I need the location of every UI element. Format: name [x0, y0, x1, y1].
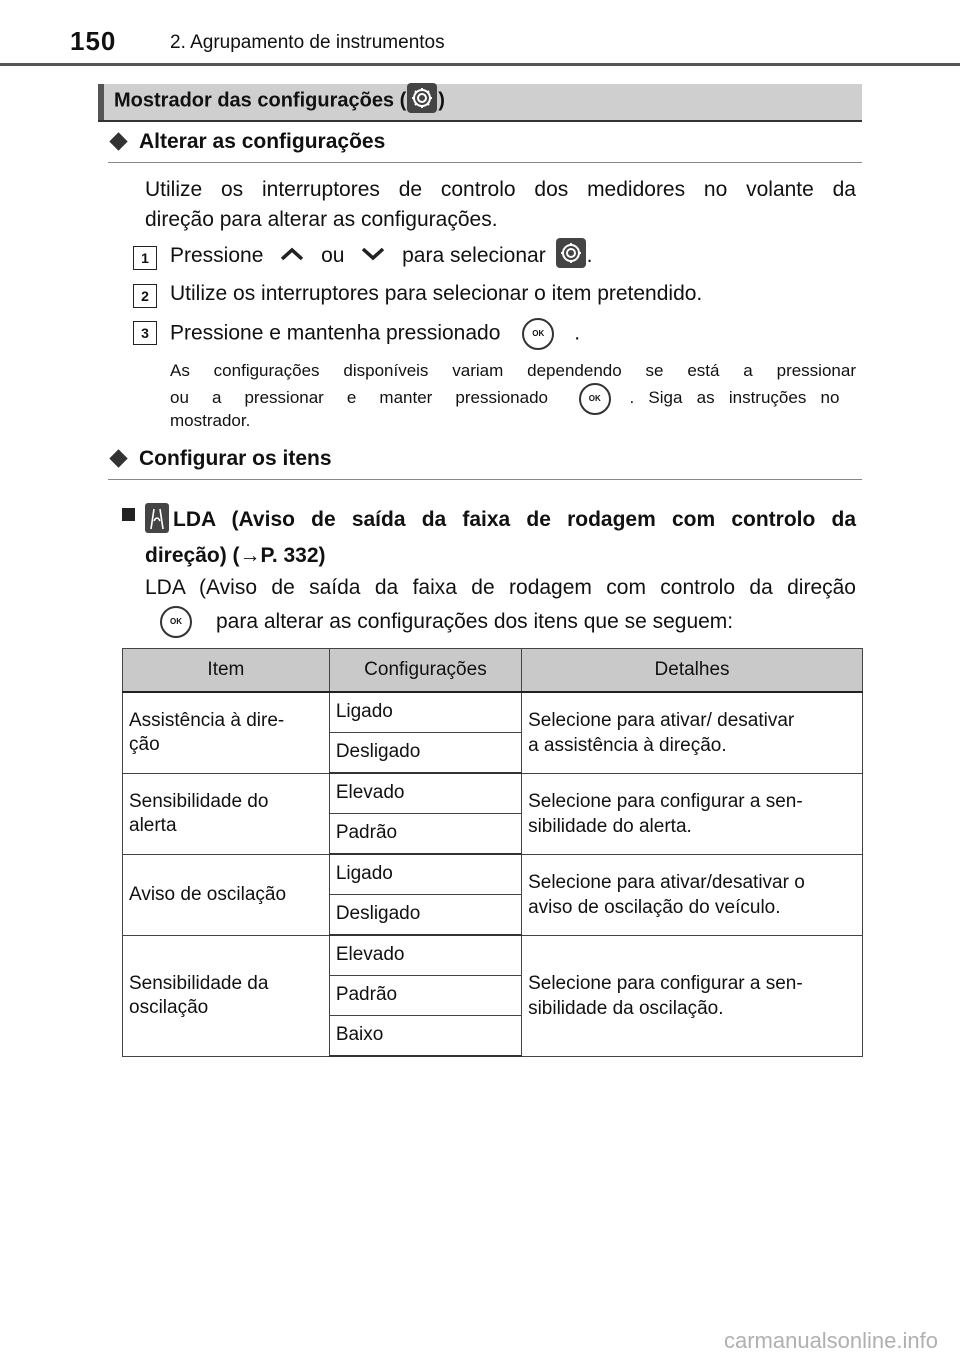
square-bullet-icon — [122, 508, 135, 521]
column-header: Configurações — [329, 649, 521, 693]
item-cell: Assistência à dire- ção — [123, 692, 330, 773]
chapter-title: 2. Agrupamento de instrumentos — [170, 32, 445, 53]
note-line-3: mostrador. — [170, 411, 251, 430]
chevron-down-icon — [360, 244, 386, 268]
option-cell: Desligado — [329, 895, 521, 936]
banner-accent — [98, 84, 104, 120]
details-cell: Selecione para ativar/ desativar a assistência à direção. — [522, 692, 863, 773]
option-cell: Baixo — [329, 1016, 521, 1057]
watermark: carmanualsonline.info — [723, 1328, 938, 1353]
lda-icon — [145, 503, 169, 533]
option-cell: Padrão — [329, 976, 521, 1016]
option-cell: Ligado — [329, 854, 521, 895]
settings-gear-icon — [556, 238, 586, 268]
chevron-up-icon — [279, 244, 305, 268]
section-divider — [108, 479, 862, 480]
item-cell: Aviso de oscilação — [123, 854, 330, 935]
table-row — [123, 773, 863, 814]
intro-line-2: direção para alterar as configurações. — [145, 208, 498, 231]
section-divider — [108, 162, 862, 163]
settings-table — [122, 648, 863, 1057]
lda-body-line-1: LDA (Aviso de saída da faixa de rodagem com controlo da direção — [145, 576, 856, 599]
table-row — [123, 935, 863, 976]
step-2-text: Utilize os interruptores para selecionar o item pretendido. — [170, 282, 703, 305]
table-header-row — [123, 649, 863, 693]
step-number: 1 — [133, 246, 157, 270]
section-heading-change-settings: Alterar as configurações — [108, 130, 385, 154]
header-divider — [0, 63, 960, 66]
details-cell: Selecione para configurar a sen- sibilidade da oscilação. — [522, 935, 863, 1056]
section-banner — [98, 84, 862, 122]
column-header: Detalhes — [522, 649, 863, 693]
details-cell: Selecione para configurar a sen- sibilidade do alerta. — [522, 773, 863, 854]
section-heading-configure-items: Configurar os itens — [108, 447, 332, 471]
step-number: 2 — [133, 284, 157, 308]
diamond-bullet-icon — [109, 132, 127, 150]
ok-button-icon: OK — [160, 606, 192, 638]
diamond-bullet-icon — [109, 449, 127, 467]
intro-line-1: Utilize os interruptores de controlo dos medidores no volante da — [145, 178, 856, 201]
settings-gear-icon — [407, 83, 437, 113]
table-row — [123, 692, 863, 733]
step-number: 3 — [133, 321, 157, 345]
table-row — [123, 854, 863, 895]
step-3-text: Pressione e mantenha pressionado OK . — [170, 318, 580, 350]
note-line-1: As configurações disponíveis variam dependendo se está a pressionar — [170, 361, 856, 380]
step-1-text: Pressione ou para selecionar . — [170, 244, 592, 268]
column-header: Item — [123, 649, 330, 693]
option-cell: Desligado — [329, 733, 521, 774]
ok-button-icon: OK — [579, 383, 611, 415]
banner-title: Mostrador das configurações ( ) — [114, 89, 445, 113]
page-number: 150 — [70, 26, 117, 56]
item-cell: Sensibilidade do alerta — [123, 773, 330, 854]
option-cell: Elevado — [329, 773, 521, 814]
details-cell: Selecione para ativar/desativar o aviso de oscilação do veículo. — [522, 854, 863, 935]
lda-body-line-2: OK para alterar as configurações dos itens que se seguem: — [160, 604, 733, 640]
lda-sub-heading: LDA (Aviso de saída da faixa de rodagem com controlo da direção) (→P. 332) — [145, 502, 856, 574]
ok-button-icon: OK — [522, 318, 554, 350]
option-cell: Padrão — [329, 814, 521, 855]
item-cell: Sensibilidade da oscilação — [123, 935, 330, 1056]
note-line-2: ou a pressionar e manter pressionado OK . Siga as instruções no — [170, 383, 856, 415]
option-cell: Ligado — [329, 692, 521, 733]
option-cell: Elevado — [329, 935, 521, 976]
